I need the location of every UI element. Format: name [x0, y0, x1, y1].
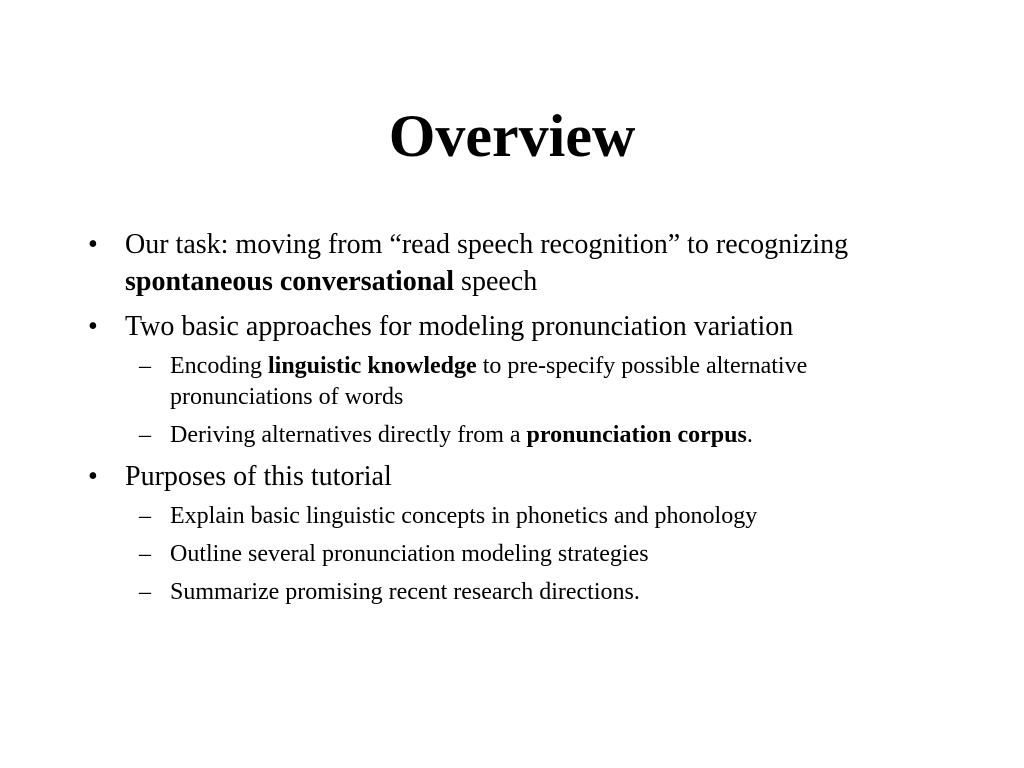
- bullet-item-purposes: [88, 458, 948, 495]
- sub-bullet-text: to pre-specify possible alternative pronunciations of words: [170, 353, 808, 410]
- bullet-text: Our task: moving from “read speech recognition” to recognizing: [125, 229, 849, 260]
- sub-bullet-text: .: [746, 422, 753, 448]
- bullet-list: [88, 226, 948, 615]
- slide-title: Overview: [388, 103, 636, 169]
- sub-list-purposes: [88, 501, 948, 608]
- sub-bullet-text: Summarize promising recent research directions.: [170, 579, 640, 605]
- bullet-item-task: [88, 226, 948, 300]
- sub-bullet-text: Deriving alternatives directly from a: [170, 422, 527, 448]
- sub-list-approaches: [88, 351, 948, 451]
- bullet-text: Two basic approaches for modeling pronunciation variation: [125, 311, 794, 342]
- sub-bullet-item: [139, 351, 948, 413]
- dash-marker: –: [139, 541, 151, 567]
- sub-bullet-text: Encoding: [170, 353, 268, 379]
- bullet-bold-text: spontaneous conversational: [125, 266, 455, 297]
- dash-marker: –: [139, 503, 151, 529]
- sub-bullet-bold-text: pronunciation corpus: [526, 422, 747, 448]
- bullet-item-approaches: [88, 308, 948, 345]
- dash-marker: –: [139, 353, 151, 379]
- bullet-marker: •: [88, 461, 98, 492]
- bullet-text: Purposes of this tutorial: [125, 461, 392, 492]
- sub-bullet-item: [139, 420, 948, 451]
- bullet-text: speech: [454, 266, 538, 297]
- sub-bullet-text: Outline several pronunciation modeling strategies: [170, 541, 649, 567]
- bullet-marker: •: [88, 311, 98, 342]
- dash-marker: –: [139, 422, 151, 448]
- sub-bullet-text: Explain basic linguistic concepts in phonetics and phonology: [170, 503, 758, 529]
- sub-bullet-item: [139, 501, 948, 532]
- sub-bullet-item: [139, 577, 948, 608]
- sub-bullet-item: [139, 539, 948, 570]
- sub-bullet-bold-text: linguistic knowledge: [267, 353, 477, 379]
- bullet-marker: •: [88, 229, 98, 260]
- dash-marker: –: [139, 579, 151, 605]
